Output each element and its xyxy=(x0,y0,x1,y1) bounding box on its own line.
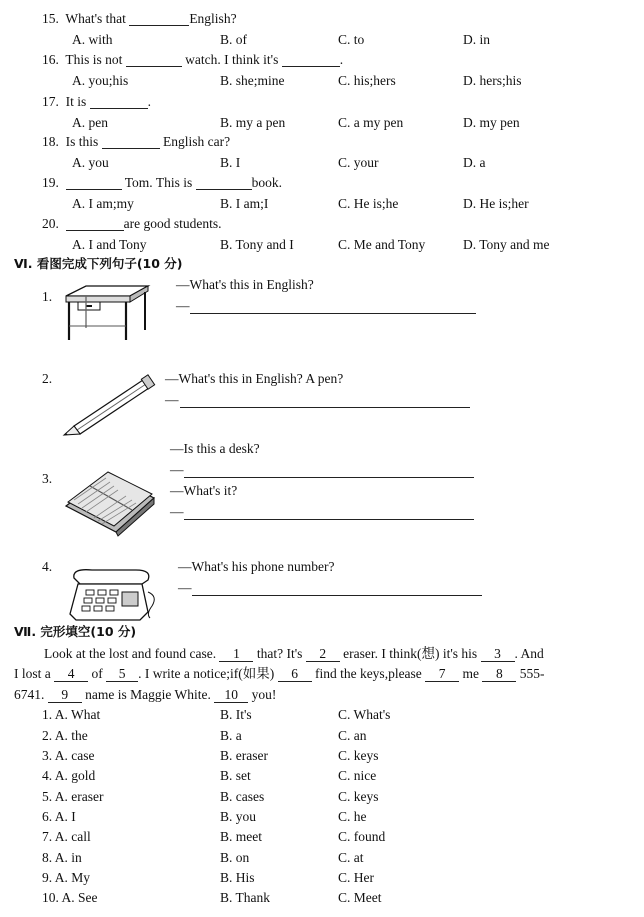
dialogue-question: —Is this a desk? xyxy=(170,441,260,456)
option-b[interactable]: B. on xyxy=(220,850,250,865)
passage-line: Look at the lost and found case. 1 that? It's 2 eraser. I think(想) it's his 3 . And xyxy=(44,646,544,661)
option-b[interactable]: B. I xyxy=(220,155,241,170)
option-c[interactable]: C. Meet xyxy=(338,890,382,905)
option-d[interactable]: D. my pen xyxy=(463,115,520,130)
question-stem: 18. Is this English car? xyxy=(42,134,231,149)
option-a[interactable]: 10. A. See xyxy=(42,890,98,905)
option-c[interactable]: C. a my pen xyxy=(338,115,404,130)
option-d[interactable]: D. Tony and me xyxy=(463,237,550,252)
picture-item-number: 2. xyxy=(42,371,53,386)
option-a[interactable]: A. you xyxy=(72,155,109,170)
option-b[interactable]: B. a xyxy=(220,728,242,743)
option-c[interactable]: C. He is;he xyxy=(338,196,399,211)
option-b[interactable]: B. Tony and I xyxy=(220,237,294,252)
option-d[interactable]: D. hers;his xyxy=(463,73,522,88)
option-b[interactable]: B. she;mine xyxy=(220,73,285,88)
option-a[interactable]: 8. A. in xyxy=(42,850,82,865)
question-stem: 16. This is not watch. I think it's . xyxy=(42,52,344,67)
cloze-blank-3[interactable]: 3 xyxy=(481,647,515,662)
book-image xyxy=(62,468,158,536)
answer-dash: — xyxy=(165,392,179,407)
option-a[interactable]: 9. A. My xyxy=(42,870,91,885)
answer-line[interactable] xyxy=(192,595,482,596)
dialogue-question: —What's it? xyxy=(170,483,238,498)
option-a[interactable]: A. with xyxy=(72,32,113,47)
option-b[interactable]: B. eraser xyxy=(220,748,268,763)
telephone-image xyxy=(64,566,158,622)
answer-line[interactable] xyxy=(184,477,474,478)
option-a[interactable]: A. you;his xyxy=(72,73,129,88)
picture-item-number: 1. xyxy=(42,289,53,304)
dialogue-question: —What's this in English? A pen? xyxy=(165,371,344,386)
answer-dash: — xyxy=(170,504,184,519)
cloze-blank-6[interactable]: 6 xyxy=(278,667,312,682)
dialogue-question: —What's his phone number? xyxy=(178,559,335,574)
option-c[interactable]: C. to xyxy=(338,32,365,47)
passage-line: 6741. 9 name is Maggie White. 10 you! xyxy=(14,687,277,702)
option-d[interactable]: D. He is;her xyxy=(463,196,529,211)
option-c[interactable]: C. your xyxy=(338,155,379,170)
answer-line[interactable] xyxy=(184,519,474,520)
option-a[interactable]: 5. A. eraser xyxy=(42,789,104,804)
option-a[interactable]: 4. A. gold xyxy=(42,768,96,783)
option-c[interactable]: C. he xyxy=(338,809,367,824)
section-7-title: Ⅶ. 完形填空(10 分) xyxy=(14,624,137,639)
pencil-image xyxy=(60,374,156,436)
option-b[interactable]: B. meet xyxy=(220,829,262,844)
option-c[interactable]: C. What's xyxy=(338,707,391,722)
option-a[interactable]: A. pen xyxy=(72,115,108,130)
option-a[interactable]: A. I am;my xyxy=(72,196,134,211)
option-b[interactable]: B. cases xyxy=(220,789,265,804)
answer-dash: — xyxy=(178,580,192,595)
option-c[interactable]: C. keys xyxy=(338,789,379,804)
cloze-blank-7[interactable]: 7 xyxy=(425,667,459,682)
answer-dash: — xyxy=(170,462,184,477)
answer-line[interactable] xyxy=(180,407,470,408)
cloze-blank-8[interactable]: 8 xyxy=(482,667,516,682)
option-c[interactable]: C. Her xyxy=(338,870,374,885)
option-b[interactable]: B. my a pen xyxy=(220,115,286,130)
option-a[interactable]: 1. A. What xyxy=(42,707,101,722)
option-c[interactable]: C. Me and Tony xyxy=(338,237,426,252)
option-a[interactable]: A. I and Tony xyxy=(72,237,147,252)
section-6-title: Ⅵ. 看图完成下列句子(10 分) xyxy=(14,256,183,271)
option-d[interactable]: D. a xyxy=(463,155,486,170)
option-c[interactable]: C. found xyxy=(338,829,386,844)
dialogue-question: —What's this in English? xyxy=(176,277,314,292)
cloze-blank-10[interactable]: 10 xyxy=(214,688,248,703)
option-c[interactable]: C. an xyxy=(338,728,367,743)
picture-item-number: 4. xyxy=(42,559,53,574)
option-b[interactable]: B. set xyxy=(220,768,251,783)
question-stem: 17. It is . xyxy=(42,94,152,109)
cloze-blank-4[interactable]: 4 xyxy=(54,667,88,682)
option-c[interactable]: C. keys xyxy=(338,748,379,763)
option-b[interactable]: B. It's xyxy=(220,707,252,722)
option-a[interactable]: 7. A. call xyxy=(42,829,91,844)
passage-line: I lost a 4 of 5 . I write a notice;if(如果) 6 find the keys,please 7 me 8 555- xyxy=(14,666,545,681)
picture-item-number: 3. xyxy=(42,471,53,486)
option-c[interactable]: C. nice xyxy=(338,768,377,783)
option-a[interactable]: 3. A. case xyxy=(42,748,95,763)
option-b[interactable]: B. His xyxy=(220,870,255,885)
desk-image xyxy=(60,282,152,344)
option-b[interactable]: B. you xyxy=(220,809,257,824)
option-b[interactable]: B. of xyxy=(220,32,247,47)
option-b[interactable]: B. Thank xyxy=(220,890,270,905)
cloze-blank-1[interactable]: 1 xyxy=(219,647,253,662)
question-stem: 19. Tom. This is book. xyxy=(42,175,282,190)
question-stem: 20. are good students. xyxy=(42,216,222,231)
answer-line[interactable] xyxy=(190,313,476,314)
cloze-blank-2[interactable]: 2 xyxy=(306,647,340,662)
question-stem: 15. What's that English? xyxy=(42,11,237,26)
cloze-blank-9[interactable]: 9 xyxy=(48,688,82,703)
option-d[interactable]: D. in xyxy=(463,32,490,47)
option-b[interactable]: B. I am;I xyxy=(220,196,269,211)
option-a[interactable]: 2. A. the xyxy=(42,728,88,743)
option-a[interactable]: 6. A. I xyxy=(42,809,76,824)
option-c[interactable]: C. at xyxy=(338,850,364,865)
answer-dash: — xyxy=(176,298,190,313)
cloze-blank-5[interactable]: 5 xyxy=(106,667,138,682)
option-c[interactable]: C. his;hers xyxy=(338,73,396,88)
